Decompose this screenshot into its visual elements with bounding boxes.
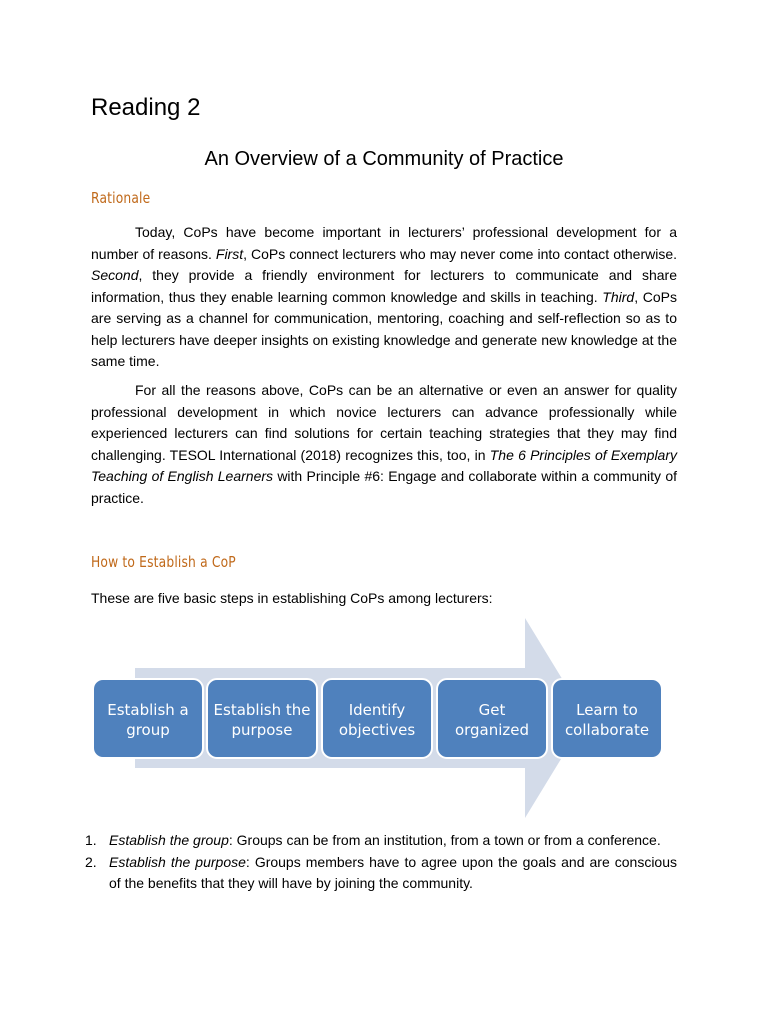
step-description: : Groups can be from an institution, from a town or from a conference. (228, 832, 661, 848)
step-term: Establish the group (109, 832, 229, 848)
list-item (85, 852, 677, 895)
text-run: with Principle #6: Engage and collaborate within a community of practice. (91, 468, 678, 506)
step-box-1 (93, 679, 203, 758)
step-label: collaborate (564, 721, 650, 739)
section-heading-how-to: How to Establish a CoP (91, 553, 236, 571)
step-label: Establish a (107, 701, 189, 719)
list-item (85, 830, 677, 852)
steps-intro: These are five basic steps in establishing CoPs among lecturers: (91, 590, 493, 606)
emphasis-first: First (215, 245, 244, 262)
list-number: 2. (85, 853, 97, 870)
step-label: purpose (231, 721, 293, 739)
text-run: , CoPs are serving as a channel for communication, mentoring, coaching and self-reflection so as to help lecturers have deeper insights on existing knowledge and generate new knowledge at the same time. (91, 288, 677, 369)
step-label: Establish the (213, 701, 311, 719)
steps-list (85, 830, 677, 895)
text-run: Today, CoPs have become important in lecturers’ professional development for a number of reasons. (91, 224, 677, 262)
text-run: For all the reasons above, CoPs can be an alternative or even an answer for quality professional development in which novice lecturers can advance professionally while experienced lecturers can find solutions for certain teaching strategies that they may find challenging. TESOL International (2018) recognizes this, too, in (91, 382, 677, 463)
rationale-paragraph-2 (91, 380, 677, 509)
step-label: Learn to (576, 701, 638, 719)
step-label: objectives (338, 721, 416, 739)
step-label: organized (454, 721, 530, 739)
step-box-2 (207, 679, 317, 758)
step-term: Establish the purpose (109, 853, 246, 870)
step-label: Identify (348, 701, 406, 719)
book-title: The 6 Principles of Exemplary Teaching of English Learners (91, 446, 678, 484)
list-number: 1. (85, 832, 97, 848)
step-description: : Groups members have to agree upon the goals and are conscious of the benefits that they will have by joining the community. (109, 853, 678, 891)
emphasis-second: Second (91, 267, 139, 283)
rationale-paragraph-1 (91, 222, 677, 373)
text-run: , they provide a friendly environment for lecturers to communicate and share information, thus they enable learning common knowledge and skills in teaching. (91, 267, 677, 305)
emphasis-third: Third (602, 288, 635, 305)
step-label: group (126, 721, 170, 739)
steps-process-diagram (91, 618, 671, 818)
step-box-5 (552, 679, 662, 758)
section-heading-rationale: Rationale (91, 189, 151, 207)
text-run: , CoPs connect lecturers who may never come into contact otherwise. (243, 245, 677, 262)
step-box-4 (437, 679, 547, 758)
step-box-3 (322, 679, 432, 758)
reading-label: Reading 2 (91, 94, 201, 121)
page-title: An Overview of a Community of Practice (204, 148, 564, 170)
step-label: Get (478, 701, 506, 719)
